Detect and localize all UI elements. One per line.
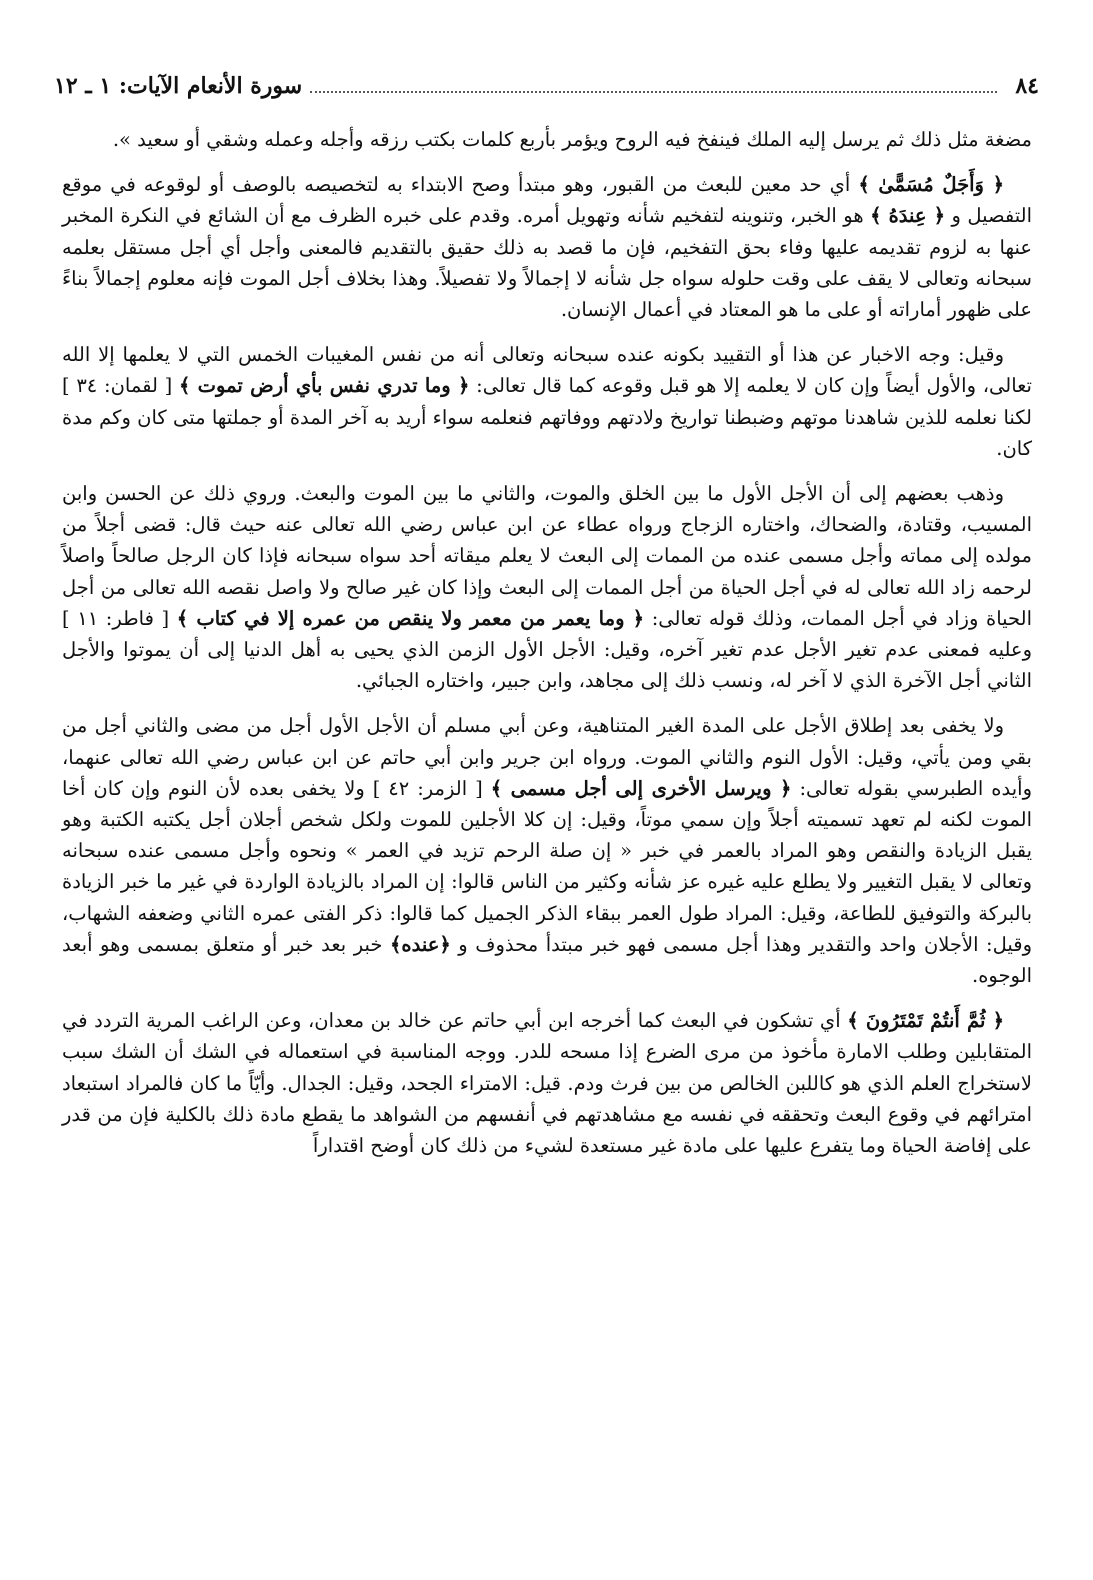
- text-run: ولا يخفى بعد إطلاق الأجل على المدة الغير المتناهية، وعن أبي مسلم أن الأجل الأول أجل من مضى والثاني أجل من بقي ومن يأتي، وقيل: الأول النوم والثاني الموت. ورواه ابن جرير وابن أبي حاتم عن ابن عباس رضي الله تعالى عنهما، وأيده الطبرسي بقوله تعالى:: [62, 714, 1032, 800]
- quran-quote: ﴿ وما تدري نفس بأي أرض تموت ﴾: [178, 374, 470, 398]
- paragraph: [62, 710, 1032, 991]
- page-header: [54, 64, 1039, 108]
- text-run: [ الزمر: ٤٢ ] ولا يخفى بعده لأن النوم وإن كان أخا الموت لكنه لم تعهد تسميته أجلاً وإن سمي موتاً، وقيل: إن كلا الأجلين للموت ولكل شخص أجلان أجل يكتبه الكتبة وهو يقبل الزيادة والنقص وهو المراد بالعمر في خبر « إن صلة الرحم تزيد في العمر » ونحوه وأجل مسمى عنده سبحانه وتعالى لا يقبل التغيير ولا يطلع عليه غيره عز شأنه وكثير من الناس قالوا: إن المراد بالزيادة الواردة في غير ما خبر الزيادة بالبركة والتوفيق للطاعة، وقيل: المراد طول العمر ببقاء الذكر الجميل كما قالوا: ذكر الفتى عمره الثاني وضعفه الشهاب، وقيل: الأجلان واحد والتقدير وهذا أجل مسمى فهو خبر مبتدأ محذوف و: [62, 776, 1033, 956]
- text-run: [ فاطر: ١١ ] وعليه فمعنى عدم تغير الأجل عدم تغير آخره، وقيل: الأجل الأول الزمن الذي يحيى به أهل الدنيا إلى أن يموتوا والأجل الثاني أجل الآخرة الذي لا آخر له، ونسب ذلك إلى مجاهد، وابن جبير، واختاره الجبائي.: [62, 606, 1032, 693]
- paragraph: [62, 1005, 1032, 1161]
- quran-quote: ﴿ وما يعمر من معمر ولا ينقص من عمره إلا في كتاب ﴾: [176, 606, 645, 630]
- quran-quote: ﴿ وَأَجَلٌ مُسَمًّىٰ ﴾: [858, 173, 1005, 197]
- paragraph: [62, 339, 1032, 464]
- quran-quote: ﴿ ثُمَّ أَنتُمْ تَمْتَرُونَ ﴾: [847, 1009, 1005, 1033]
- text-run: أي حد معين للبعث من القبور، وهو مبتدأ وصح الابتداء به لتخصيصه بالوصف أو لوقوعه في موقع التفصيل و: [62, 173, 1033, 228]
- text-run: وذهب بعضهم إلى أن الأجل الأول ما بين الخلق والموت، والثاني ما بين الموت والبعث. وروي ذلك عن الحسن وابن المسيب، وقتادة، والضحاك، واختاره الزجاج ورواه عطاء عن ابن عباس رضي الله تعالى عنه حيث قال: قضى أجلاً من مولده إلى مماته وأجل مسمى عنده من الممات إلى البعث لا يعلم ميقاته أحد سواه سبحانه فإذا كان الرجل صالحاً واصلاً لرحمه زاد الله تعالى له في أجل الحياة من أجل الممات إلى البعث وإذا كان غير صالح ولا واصل نقصه الله تعالى من أجل الحياة وزاد في أجل الممات، وذلك قوله تعالى:: [62, 482, 1032, 630]
- text-run: مضغة مثل ذلك ثم يرسل إليه الملك فينفخ فيه الروح ويؤمر بأربع كلمات بكتب رزقه وأجله وعمله وشقي أو سعيد ».: [112, 128, 1032, 151]
- paragraph: [62, 478, 1032, 696]
- main-text: [62, 124, 1032, 1175]
- running-title: سورة الأنعام الآيات: ١ ـ ١٢: [54, 73, 303, 99]
- header-dotted-leader: [310, 91, 997, 93]
- text-run: [ لقمان: ٣٤ ] لكنا نعلمه للذين شاهدنا موتهم وضبطنا تواريخ ولادتهم ووفاتهم فنعلمه سواء أريد به آخر المدة أو جملتها متى كان وكم مدة كان.: [62, 374, 1032, 460]
- text-run: وقيل: وجه الاخبار عن هذا أو التقييد بكونه عنده سبحانه وتعالى أنه من نفس المغيبات الخمس التي لا يعلمها إلا الله تعالى، والأول أيضاً وإن كان لا يعلمه إلا هو قبل وقوعه كما قال تعالى:: [62, 343, 1032, 398]
- text-run: خبر بعد خبر أو متعلق بمسمى وهو أبعد الوجوه.: [62, 932, 1032, 988]
- page-number: ٨٤: [1015, 73, 1039, 99]
- paragraph: [62, 169, 1032, 325]
- quran-quote: ﴿ ويرسل الأخرى إلى أجل مسمى ﴾: [490, 776, 792, 800]
- text-run: أي تشكون في البعث كما أخرجه ابن أبي حاتم عن خالد بن معدان، وعن الراغب المرية التردد في المتقابلين وطلب الامارة مأخوذ من مرى الضرع إذا مسحه للدر. ووجه المناسبة في استعماله في الشك أن الشك سبب لاستخراج العلم الذي هو كاللبن الخالص من بين فرث ودم. قيل: الامتراء الجحد، وقيل: الجدال. وأيّاً ما كان فالمراد استبعاد امترائهم في وقوع البعث وتحققه في نفسه مع مشاهدتهم في أنفسهم من الشواهد ما يقطع مادة ذلك بالكلية فإن من قدر على إفاضة الحياة وما يتفرع عليها على مادة غير مستعدة لشيء من ذلك كان أوضح اقتداراً: [62, 1009, 1032, 1158]
- text-run: هو الخبر، وتنوينه لتفخيم شأنه وتهويل أمره. وقدم على خبره الظرف مع أن الشائع في النكرة المخبر عنها به لزوم تقديمه عليها وفاء بحق التفخيم، فإن ما قصد به ذلك حقيق بالتقديم فالمعنى وأجل أي أجل مستقل بعلمه سبحانه وتعالى لا يقف على وقت حلوله سواه جل شأنه لا إجمالاً ولا تفصيلاً. وهذا بخلاف أجل الموت فإنه معلوم إجمالاً بناءً على ظهور أماراته أو على ما هو المعتاد في أعمال الإنسان.: [62, 204, 1032, 322]
- quran-quote: ﴿عنده﴾: [389, 932, 451, 956]
- paragraph: [62, 124, 1032, 155]
- quran-quote: ﴿ عِندَهُ ﴾: [870, 204, 946, 228]
